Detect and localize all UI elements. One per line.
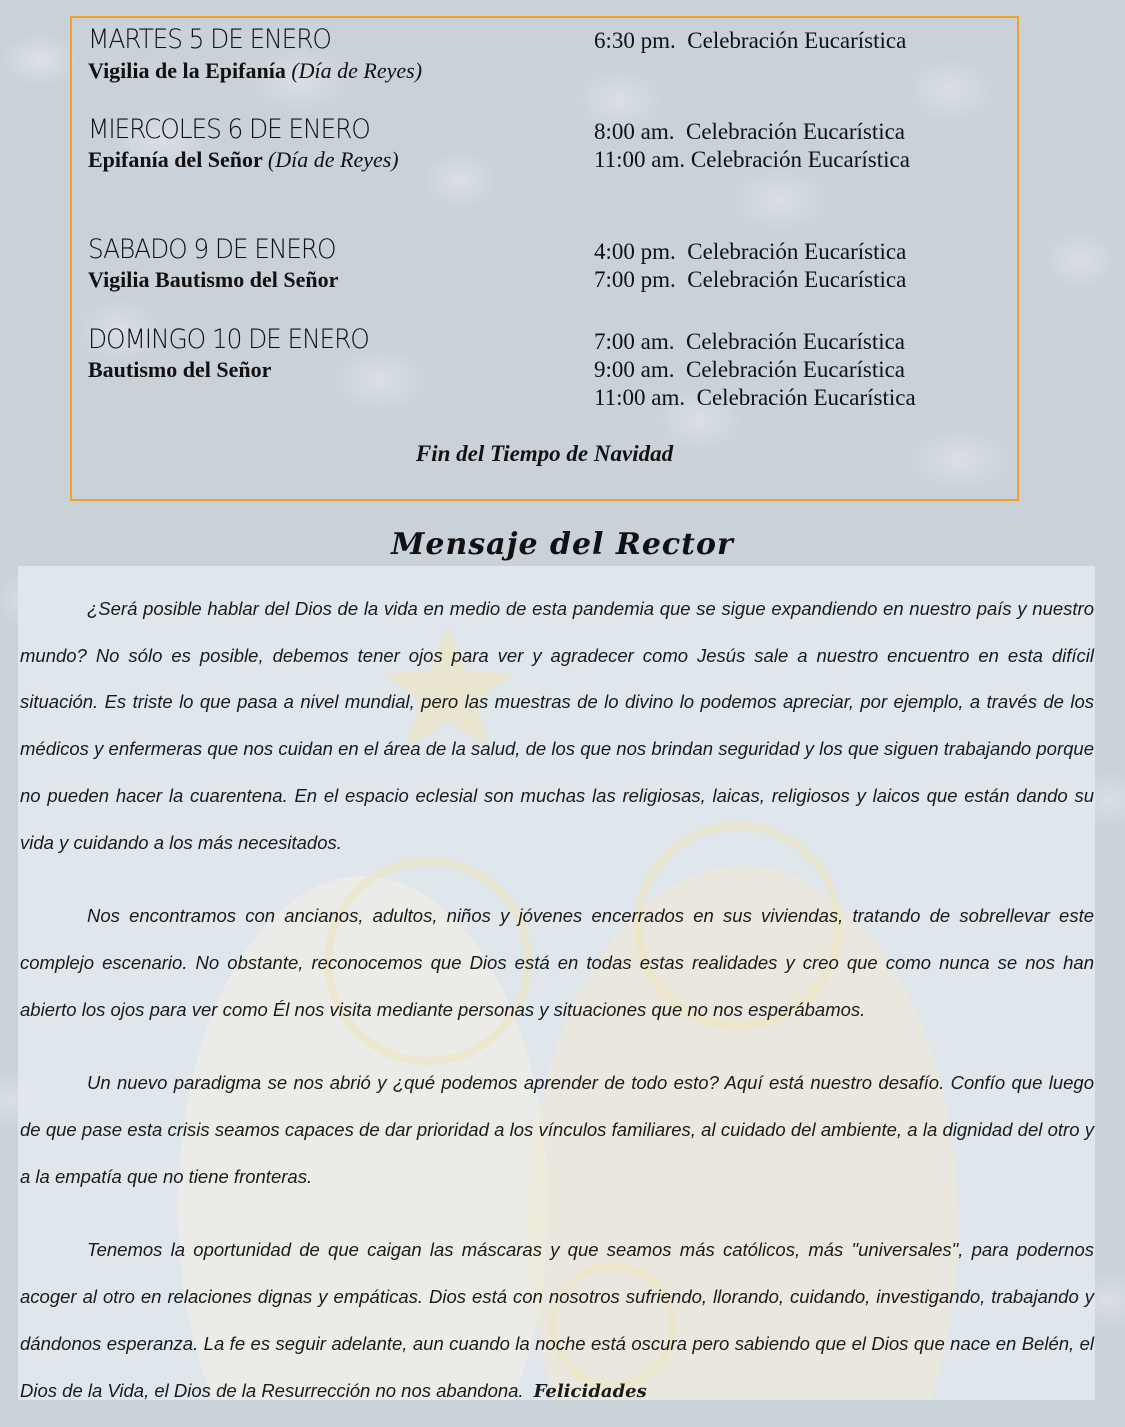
service-time: 6:30 pm. Celebración Eucarística — [594, 28, 907, 53]
message-panel — [18, 566, 1095, 1400]
day-heading: DOMINGO 10 DE ENERO — [88, 324, 369, 355]
service-time: 7:00 am. Celebración Eucarística — [594, 329, 906, 354]
day-heading: MIERCOLES 6 DE ENERO — [88, 114, 370, 145]
message-paragraph: Nos encontramos con ancianos, adultos, niños y jóvenes encerrados en sus viviendas, tratando de sobrellevar este complejo escenario. No obstante, reconocemos que Dios está en todas estas realidades y creo que como nunca se nos han abierto los ojos para ver como Él nos visita mediante personas y situaciones que no nos esperábamos. — [20, 905, 1094, 1020]
feast-name — [88, 58, 422, 84]
message-body — [20, 586, 1094, 1400]
service-time: 7:00 pm. Celebración Eucarística — [594, 267, 907, 292]
feast-name: Vigilia Bautismo del Señor — [88, 267, 339, 292]
service-time: 8:00 am. Celebración Eucarística — [594, 119, 906, 144]
signoff: Felicidades — [533, 1380, 647, 1400]
service-time: 9:00 am. Celebración Eucarística — [594, 357, 906, 382]
message-title: Mensaje del Rector — [391, 527, 734, 562]
service-time: 11:00 am. Celebración Eucarística — [594, 385, 916, 410]
service-time: 11:00 am. Celebración Eucarística — [594, 147, 910, 172]
feast-note: (Día de Reyes) — [291, 58, 423, 83]
day-heading: SABADO 9 DE ENERO — [88, 234, 336, 265]
message-paragraph: Un nuevo paradigma se nos abrió y ¿qué podemos aprender de todo esto? Aquí está nuestro desafío. Confío que luego de que pase esta crisis seamos capaces de dar prioridad a los vínculos familiares, al cuidado del ambiente, a la dignidad del otro y a la empatía que no tiene fronteras. — [20, 1072, 1094, 1187]
message-paragraph: ¿Será posible hablar del Dios de la vida en medio de esta pandemia que se sigue expandiendo en nuestro país y nuestro mundo? No sólo es posible, debemos tener ojos para ver y agradecer como Jesús sale a nuestro encuentro en esta difícil situación. Es triste lo que pasa a nivel mundial, pero las muestras de lo divino lo podemos apreciar, por ejemplo, a través de los médicos y enfermeras que nos cuidan en el área de la salud, de los que nos brindan seguridad y los que siguen trabajando porque no pueden hacer la cuarentena. En el espacio eclesial son muchas las religiosas, laicas, religiosos y laicos que están dando su vida y cuidando a los más necesitados. — [20, 598, 1094, 853]
feast-title: Epifanía del Señor — [88, 147, 263, 172]
feast-title: Vigilia de la Epifanía — [88, 58, 286, 83]
feast-note: (Día de Reyes) — [267, 147, 399, 172]
schedule-box — [70, 16, 1019, 501]
feast-name: Bautismo del Señor — [88, 357, 272, 382]
message-paragraph-text: Tenemos la oportunidad de que caigan las máscaras y que seamos más católicos, más "universales", para podernos acoger al otro en relaciones dignas y empáticas. Dios está con nosotros sufriendo, llorando, cuidando, investigando, trabajando y dándonos esperanza. La fe es seguir adelante, aun cuando la noche está oscura pero sabiendo que el Dios que nace en Belén, el Dios de la Vida, el Dios de la Resurrección no nos abandona. — [20, 1239, 1094, 1400]
feast-name — [88, 147, 399, 173]
service-time: 4:00 pm. Celebración Eucarística — [594, 239, 907, 264]
season-closing: Fin del Tiempo de Navidad — [415, 441, 674, 466]
message-paragraph-last — [20, 1227, 1094, 1400]
day-heading: MARTES 5 DE ENERO — [88, 24, 331, 55]
